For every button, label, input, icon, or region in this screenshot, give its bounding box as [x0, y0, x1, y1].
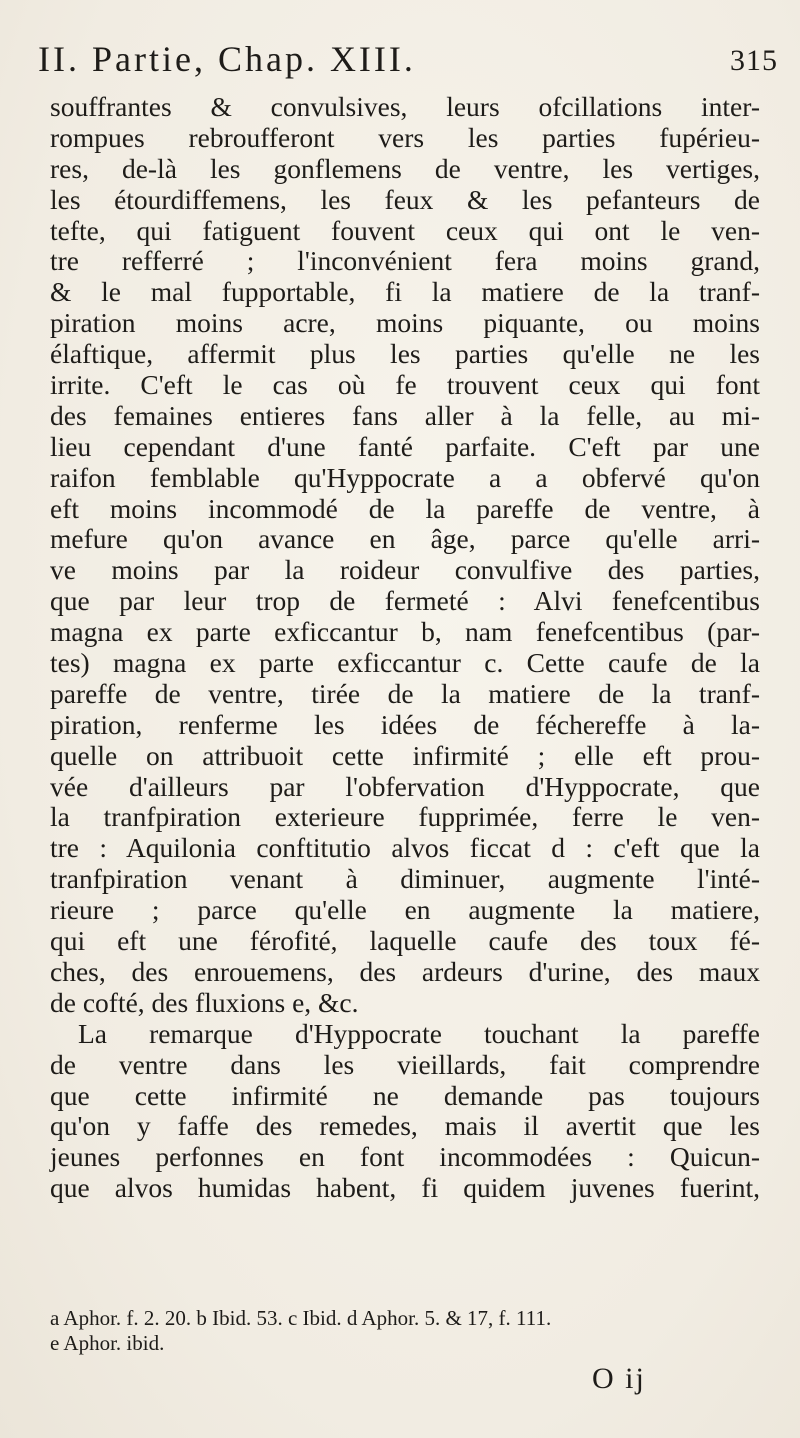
text-line: souffrantes & convulsives, leurs ofcillations inter-: [50, 91, 760, 122]
text-line: tranfpiration venant à diminuer, augmente l'inté-: [50, 863, 760, 895]
text-line: rieure ; parce qu'elle en augmente la matiere,: [50, 894, 760, 926]
text-line: res, de-là les gonflemens de ventre, les vertiges,: [50, 152, 760, 184]
text-line: tes) magna ex parte exficcantur c. Cette caufe de la: [50, 647, 760, 679]
text-line: & le mal fupportable, fi la matiere de la tranf-: [50, 276, 760, 308]
footnotes: [50, 1306, 760, 1356]
text-line: de ventre dans les vieillards, fait comprendre: [50, 1048, 760, 1080]
text-line: lieu cependant d'une fanté parfaite. C'eft par une: [50, 430, 760, 462]
text-line: qu'on y faffe des remedes, mais il avertit que les: [50, 1110, 760, 1142]
text-line: piration moins acre, moins piquante, ou moins: [50, 307, 760, 339]
text-line: tre refferré ; l'inconvénient fera moins grand,: [50, 245, 760, 277]
text-line: vée d'ailleurs par l'obfervation d'Hyppocrate, que: [50, 770, 760, 802]
text-line: les étourdiffemens, les feux & les pefanteurs de: [50, 183, 760, 215]
footnote-line: e Aphor. ibid.: [50, 1331, 165, 1355]
page-header: [38, 22, 778, 94]
text-line: piration, renferme les idées de féchereffe à la-: [50, 708, 760, 740]
text-line: eft moins incommodé de la pareffe de ventre, à: [50, 492, 760, 524]
signature-mark: O ij: [592, 1362, 646, 1395]
text-line: de cofté, des fluxions e, &c.: [50, 986, 359, 1018]
running-title: II. Partie, Chap. XIII.: [38, 39, 416, 79]
text-line: qui eft une férofité, laquelle caufe des toux fé-: [50, 925, 760, 957]
body-text: [50, 92, 760, 1204]
text-line: la tranfpiration exterieure fupprimée, ferre le ven-: [50, 801, 760, 833]
text-line: quelle on attribuoit cette infirmité ; elle eft prou-: [50, 739, 760, 771]
text-line: ve moins par la roideur convulfive des parties,: [50, 554, 760, 586]
page-number: 315: [730, 44, 778, 77]
text-line: magna ex parte exficcantur b, nam fenefcentibus (par-: [50, 616, 760, 648]
text-line: que alvos humidas habent, fi quidem juvenes fuerint,: [50, 1172, 760, 1204]
text-line: rompues rebroufferont vers les parties fupérieu-: [50, 121, 760, 153]
text-line: que par leur trop de fermeté : Alvi fenefcentibus: [50, 585, 760, 617]
text-line: ches, des enrouemens, des ardeurs d'urine, des maux: [50, 955, 760, 987]
text-line: raifon femblable qu'Hyppocrate a a obfervé qu'on: [50, 461, 760, 493]
text-line: mefure qu'on avance en âge, parce qu'elle arri-: [50, 523, 760, 555]
footnote-line: a Aphor. f. 2. 20. b Ibid. 53. c Ibid. d Aphor. 5. & 17, f. 111.: [50, 1306, 552, 1330]
text-line: élaftique, affermit plus les parties qu'elle ne les: [50, 338, 760, 370]
text-line: irrite. C'eft le cas où fe trouvent ceux qui font: [50, 369, 760, 401]
text-line: tre : Aquilonia conftitutio alvos ficcat d : c'eft que la: [50, 832, 760, 864]
text-line: La remarque d'Hyppocrate touchant la pareffe: [78, 1017, 760, 1049]
text-line: tefte, qui fatiguent fouvent ceux qui ont le ven-: [50, 214, 760, 246]
text-line: jeunes perfonnes en font incommodées : Quicun-: [50, 1141, 760, 1173]
text-line: pareffe de ventre, tirée de la matiere de la tranf-: [50, 677, 760, 709]
text-line: des femaines entieres fans aller à la felle, au mi-: [50, 399, 760, 431]
text-line: que cette infirmité ne demande pas toujours: [50, 1079, 760, 1111]
